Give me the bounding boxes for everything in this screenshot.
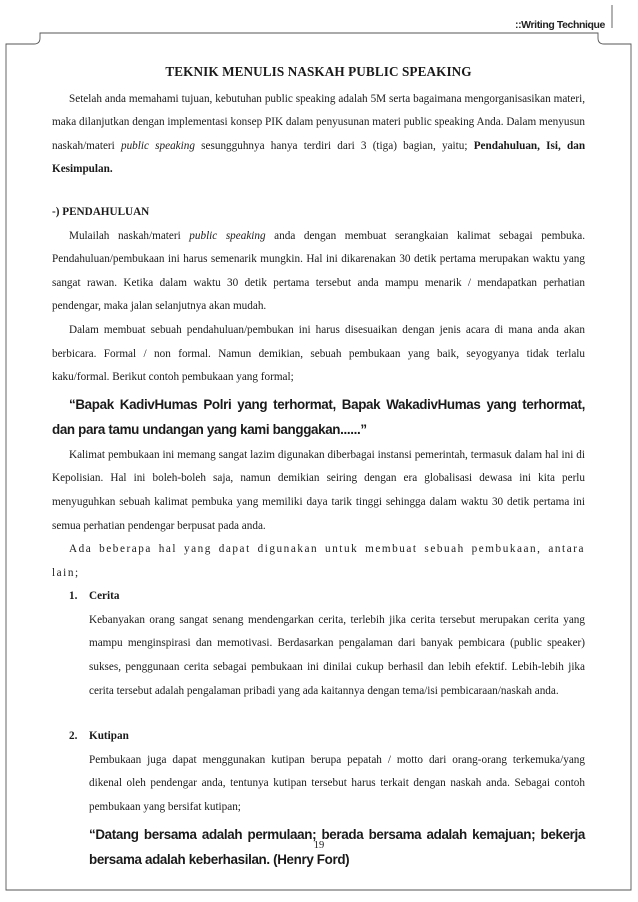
p1-after: anda dengan membuat serangkaian kalimat sebagai pembuka. Pendahuluan/pembukaan ini harus semenarik mungkin. Hal ini dikarenakan 30 detik pertama merupakan waktu yang sangat rawan. Ketika dalam waktu 30 detik pertama tersebut anda mampu menarik / mendapatkan perhatian pendengar, maka jalan selanjutnya akan mudah. [52, 229, 586, 313]
list-spacer [52, 703, 585, 725]
list-body: Kebanyakan orang sangat senang mendengarkan cerita, terlebih jika cerita tersebut merupakan cerita yang mampu menginspirasi dan memotivasi. Berdasarkan pengalaman dari banyak pembicara (public speaker) sukses, penggunaan cerita sebagai pembukaan ini dinilai cukup berhasil dan lebih efektif. Lebih-lebih jika cerita tersebut adalah pengalaman pribadi yang ada kaitannya dengan tema/isi pembicaraan/naskah anda. [89, 613, 585, 697]
paragraph-4: Ada beberapa hal yang dapat digunakan untuk membuat sebuah pembukaan, antara lain; [52, 543, 585, 579]
list-number: 1. [69, 590, 78, 603]
intro-paragraph [52, 88, 585, 182]
page-content [52, 60, 585, 874]
quote-formal-opening: “Bapak KadivHumas Polri yang terhormat, Bapak WakadivHumas yang terhormat, dan para tamu undangan yang kami banggakan......” [52, 396, 585, 437]
list-item [52, 585, 585, 703]
paragraph-1 [52, 225, 585, 319]
intro-parts: Pendahuluan, Isi, dan Kesimpulan. [52, 139, 586, 176]
paragraph-3: Kalimat pembukaan ini memang sangat lazim digunakan diberbagai instansi pemerintah, termasuk dalam hal ini di Kepolisian. Hal ini boleh-boleh saja, namun demikian seiring dengan era globalisasi dewasa ini kita perlu menyuguhkan sebuah kalimat pembuka yang memiliki daya tarik tinggi sehingga dalam waktu 30 detik pertama ini semua perhatian pendengar berpusat pada anda. [52, 448, 585, 532]
paragraph-2: Dalam membuat sebuah pendahuluan/pembukan ini harus disesuaikan dengan jenis acara di mana anda akan berbicara. Formal / non formal. Namun demikian, sebuah pembukaan yang baik, seyogyanya tidak terlalu kaku/formal. Berikut contoh pembukaan yang formal; [52, 323, 585, 384]
section-heading: -) PENDAHULUAN [52, 205, 150, 218]
page-number: 19 [313, 840, 325, 851]
header-label: ::Writing Technique [514, 19, 605, 31]
page-title: TEKNIK MENULIS NASKAH PUBLIC SPEAKING [165, 64, 472, 79]
intro-text-after: sesungguhnya hanya terdiri dari 3 (tiga) bagian, yaitu; [194, 139, 468, 152]
opening-methods-list [52, 585, 585, 871]
list-title: Cerita [89, 590, 120, 603]
list-title: Kutipan [89, 730, 129, 743]
p1-italic: public speaking [189, 229, 266, 242]
list-number: 2. [69, 730, 78, 743]
intro-text: Setelah anda memahami tujuan, kebutuhan public speaking adalah 5M serta bagaimana mengorganisasikan materi, maka dilanjutkan dengan implementasi konsep PIK dalam penyusunan materi public speaking Anda. Dalam menyusun naskah/materi [52, 92, 585, 152]
list-body: Pembukaan juga dapat menggunakan kutipan berupa pepatah / motto dari orang-orang terkemuka/yang dikenal oleh pendengar anda, tentunya kutipan tersebut harus terkait dengan naskah anda. Sebagai contoh pembukaan yang bersifat kutipan; [89, 753, 585, 814]
intro-italic: public speaking [120, 139, 195, 152]
p1-before: Mulailah naskah/materi [69, 229, 190, 242]
quote-henry-ford: “Datang bersama adalah permulaan; berada bersama adalah kemajuan; bekerja bersama adalah keberhasilan. (Henry Ford) [89, 826, 585, 867]
